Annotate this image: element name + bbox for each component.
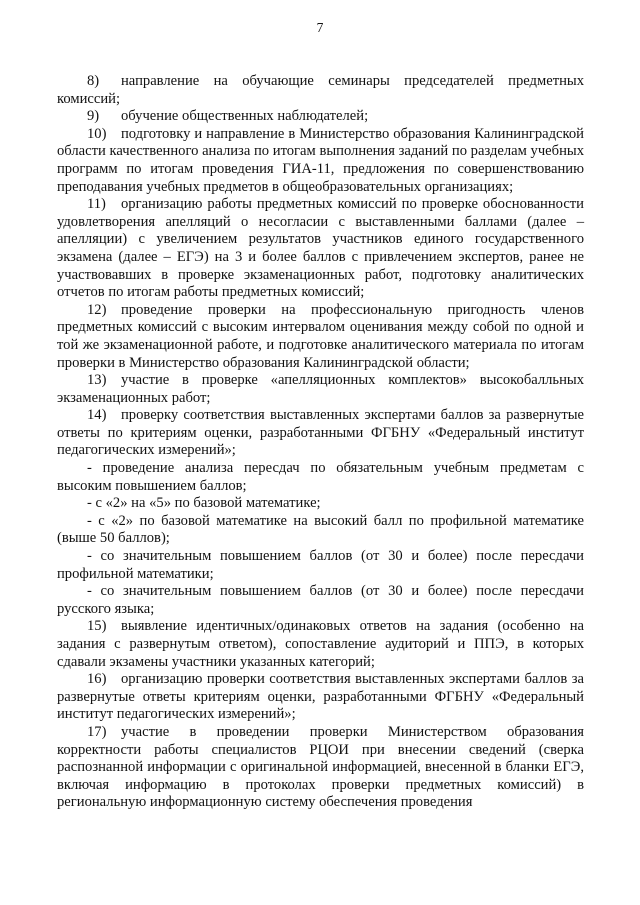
- paragraph-number: 9): [87, 108, 100, 125]
- numbered-paragraph: [57, 407, 584, 460]
- numbered-paragraph: [57, 196, 584, 302]
- paragraph-number: 10): [87, 125, 107, 142]
- paragraph-text: проверку соответствия выставленных экспертами баллов за развернутые ответы по критериям оценки, разработанными ФГБНУ «Федеральный институт педагогических измерений»;: [57, 407, 584, 459]
- paragraph-text: участие в проверке «апелляционных комплектов» высокобалльных экзаменационных работ;: [57, 372, 584, 406]
- paragraph-text: - с «2» на «5» по базовой математике;: [87, 495, 321, 512]
- list-paragraph: [57, 583, 584, 618]
- paragraph-number: 14): [87, 407, 107, 424]
- paragraph-text: - со значительным повышением баллов (от 30 и более) после пересдачи русского языка;: [57, 583, 584, 617]
- numbered-paragraph: [57, 108, 584, 126]
- paragraph-text: - со значительным повышением баллов (от 30 и более) после пересдачи профильной математики;: [57, 548, 584, 582]
- paragraph-text: проведение проверки на профессиональную пригодность членов предметных комиссий с высоким интервалом оценивания между собой по одной и той же экзаменационной работе, и подготовке аналитического материала по итогам проверки в Министерство образования Калининградской области;: [57, 301, 584, 371]
- numbered-paragraph: [57, 73, 584, 108]
- numbered-paragraph: [57, 724, 584, 812]
- paragraph-text: участие в проведении проверки Министерством образования корректности работы специалистов РЦОИ при внесении сведений (сверка распознанной информации с оригинальной информацией, внесенной в бланки ЕГЭ, включая информацию в протоколах проверки предметных комиссий) в региональную информационную систему обеспечения проведения: [57, 723, 584, 811]
- list-paragraph: [57, 513, 584, 548]
- paragraph-number: 8): [87, 73, 100, 89]
- list-paragraph: [57, 495, 584, 513]
- paragraph-number: 17): [87, 723, 107, 740]
- numbered-paragraph: [57, 671, 584, 724]
- paragraph-text: - с «2» по базовой математике на высокий балл по профильной математике (выше 50 баллов);: [57, 512, 584, 547]
- paragraph-number: 16): [87, 671, 107, 688]
- paragraph-number: 11): [87, 196, 106, 213]
- paragraph-number: 13): [87, 372, 107, 389]
- numbered-paragraph: [57, 126, 584, 196]
- page-number: 7: [316, 20, 324, 35]
- numbered-paragraph: [57, 302, 584, 372]
- paragraph-text: - проведение анализа пересдач по обязательным учебным предметам с высоким повышением баллов;: [57, 460, 584, 494]
- numbered-paragraph: [57, 618, 584, 671]
- paragraph-text: направление на обучающие семинары председателей предметных комиссий;: [57, 73, 584, 107]
- paragraph-text: организацию работы предметных комиссий по проверке обоснованности удовлетворения апелляций о несогласии с выставленными баллами (далее – апелляции) с увеличением результатов участников единого государственного экзамена (далее – ЕГЭ) на 3 и более баллов с привлечением экспертов, ранее не участвовавших в проверке экзаменационных работ, подготовку аналитических отчетов по итогам работы предметных комиссий;: [57, 196, 584, 301]
- numbered-paragraph: [57, 372, 584, 407]
- list-paragraph: [57, 460, 584, 495]
- paragraph-text: обучение общественных наблюдателей;: [121, 108, 369, 125]
- paragraph-text: подготовку и направление в Министерство образования Калининградской области качественного анализа по итогам выполнения заданий по разделам учебных программ по итогам проведения ГИА-11, предложения по совершенствованию преподавания учебных предметов в общеобразовательных организациях;: [57, 125, 584, 195]
- document-body: [57, 73, 584, 812]
- list-paragraph: [57, 548, 584, 583]
- paragraph-text: выявление идентичных/одинаковых ответов на задания (особенно на задания с развернутым ответом), сопоставление аудиторий и ППЭ, в которых сдавали экзамены участники указанных категорий;: [57, 618, 584, 670]
- paragraph-number: 15): [87, 618, 107, 635]
- paragraph-number: 12): [87, 301, 107, 318]
- paragraph-text: организацию проверки соответствия выставленных экспертами баллов за развернутые ответы критериям оценки, разработанными ФГБНУ «Федеральный институт педагогических измерений»;: [57, 671, 584, 723]
